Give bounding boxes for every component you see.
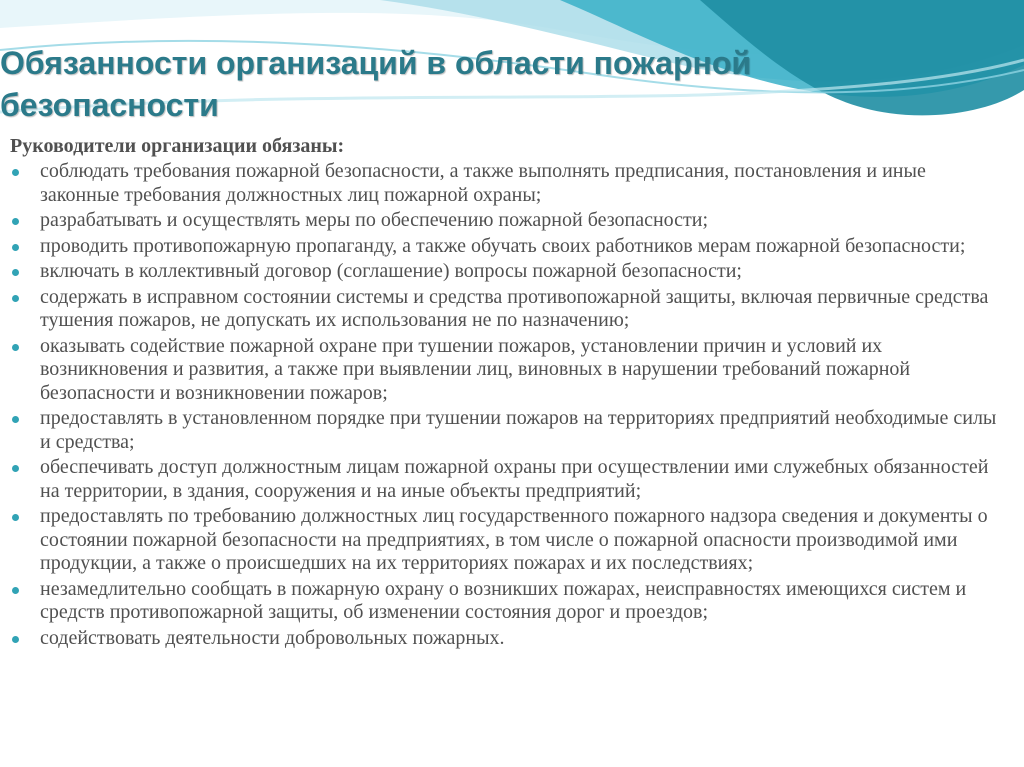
list-item [0,209,1010,233]
list-item [0,286,1010,333]
bullet-icon [12,636,19,643]
list-item-text: проводить противопожарную пропаганду, а также обучать своих работников мерам пожарной безопасности; [40,234,966,257]
list-item [0,260,1010,284]
list-item-text: обеспечивать доступ должностным лицам пожарной охраны при осуществлении ими служебных обязанностей на территории, в здания, сооружения и на иные объекты предприятий; [40,456,989,502]
bullet-icon [12,514,19,521]
bullet-icon [12,416,19,423]
list-item-text: разрабатывать и осуществлять меры по обеспечению пожарной безопасности; [40,209,709,231]
list-item-text: незамедлительно сообщать в пожарную охрану о возникших пожарах, неисправностях имеющихся систем и средств противопожарной защиты, об изменении состояния дорог и проездов; [40,577,967,623]
list-item [0,407,1010,454]
duties-list [0,160,1010,652]
list-item [0,578,1010,625]
list-item [0,456,1010,503]
bullet-icon [12,218,19,225]
bullet-icon [12,269,19,276]
slide-title: Обязанности организаций в области пожарной безопасности [0,45,752,123]
list-item-text: соблюдать требования пожарной безопасности, а также выполнять предписания, постановления и иные законные требования должностных лиц пожарной охраны; [40,160,926,206]
bullet-icon [12,295,19,302]
list-item [0,160,1010,207]
intro-text: Руководители организации обязаны: [10,135,345,157]
bullet-icon [12,244,19,251]
list-item [0,627,1010,651]
bullet-icon [12,587,19,594]
list-item-text: предоставлять в установленном порядке при тушении пожаров на территориях предприятий необходимые силы и средства; [40,407,997,453]
list-item-text: содержать в исправном состоянии системы и средства противопожарной защиты, включая первичные средства тушения пожаров, не допускать их использования не по назначению; [40,285,989,331]
list-item-text: включать в коллективный договор (соглашение) вопросы пожарной безопасности; [40,260,742,282]
list-item-text: оказывать содействие пожарной охране при тушении пожаров, установлении причин и условий их возникновения и развития, а также при выявлении лиц, виновных в нарушении требований пожарной безопасности и возникновении пожаров; [40,334,911,404]
list-item-text: содействовать деятельности добровольных пожарных. [40,626,505,649]
bullet-icon [12,169,19,176]
list-item [0,235,1010,259]
bullet-icon [12,465,19,472]
list-item [0,335,1010,406]
bullet-icon [12,344,19,351]
list-item [0,505,1010,576]
list-item-text: предоставлять по требованию должностных лиц государственного пожарного надзора сведения и документы о состоянии пожарной безопасности на предприятиях, в том числе о пожарной опасности производимой ими продукции, а также о происшедших на их территориях пожарах и их последствиях; [40,505,988,574]
